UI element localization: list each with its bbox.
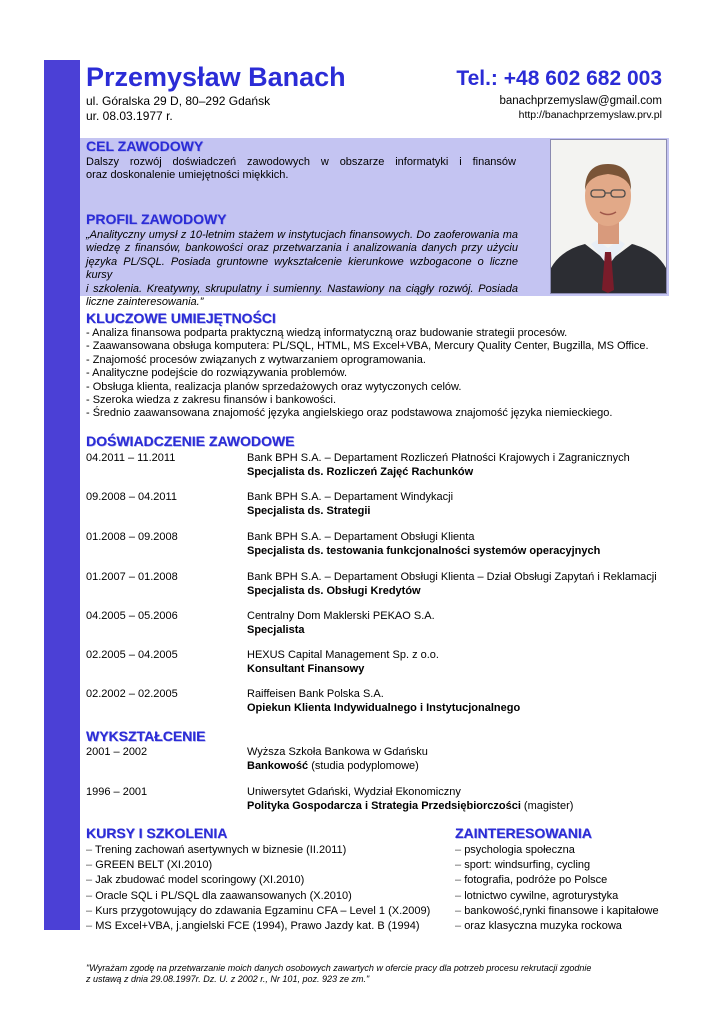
- entry-school: Uniwersytet Gdański, Wydział Ekonomiczny: [247, 786, 461, 798]
- list-item: - Znajomość procesów związanych z wytwarzaniem oprogramowania.: [86, 353, 426, 366]
- contact-block: [440, 94, 662, 122]
- entry-position: Specjalista ds. Rozliczeń Zajęć Rachunków: [247, 465, 474, 478]
- list-item: - Średnio zaawansowana znajomość języka angielskiego oraz podstawowa znajomość języka niemieckiego.: [86, 407, 613, 420]
- course-text: MS Excel+VBA, j.angielski FCE (1994), Prawo Jazdy kat. B (1994): [95, 920, 420, 933]
- entry-dates: 01.2007 – 01.2008: [86, 571, 178, 583]
- consent-line: "Wyrażam zgodę na przetwarzanie moich danych osobowych zawartych w ofercie pracy dla potrzeb procesu rekrutacji zgodnie: [86, 963, 592, 973]
- goal-line: Dalszy rozwój doświadczeń zawodowych w obszarze informatyki i finansów: [86, 156, 516, 168]
- courses-list: [86, 843, 430, 934]
- interests-list: [455, 843, 659, 934]
- entry-dates: 09.2008 – 04.2011: [86, 491, 177, 503]
- dash-bullet: –: [86, 874, 93, 887]
- list-item: [86, 904, 430, 919]
- list-item: [86, 873, 430, 888]
- interest-text: bankowość,rynki finansowe i kapitałowe: [464, 904, 659, 917]
- skills-heading: KLUCZOWE UMIEJĘTNOŚCI: [86, 310, 276, 326]
- course-text: Jak zbudować model scoringowy (XI.2010): [95, 874, 305, 887]
- entry-employer: Bank BPH S.A. – Departament Obsługi Klienta – Dział Obsługi Zapytań i Reklamacji: [247, 571, 657, 583]
- list-item: [86, 843, 430, 858]
- list-item: - Obsługa klienta, realizacja planów sprzedażowych oraz wytyczonych celów.: [86, 380, 462, 393]
- list-item: [455, 919, 659, 934]
- entry-dates: 04.2011 – 11.2011: [86, 452, 176, 464]
- entry-position: Specjalista: [247, 623, 305, 636]
- experience-heading: DOŚWIADCZENIE ZAWODOWE: [86, 433, 295, 449]
- dash-bullet: –: [86, 859, 93, 872]
- course-text: Trening zachowań asertywnych w biznesie (II.2011): [94, 844, 347, 856]
- interest-text: fotografia, podróże po Polsce: [464, 874, 608, 887]
- dash-bullet: –: [86, 889, 93, 902]
- profile-line: i szkolenia. Kreatywny, skrupulatny i sumienny. Nastawiony na ciągły rozwój. Posiada: [86, 282, 518, 295]
- course-text: Kurs przygotowujący do zdawania Egzaminu CFA – Level 1 (X.2009): [95, 904, 431, 917]
- personal-info: [86, 94, 270, 124]
- list-item: [455, 904, 659, 919]
- education-heading: WYKSZTAŁCENIE: [86, 728, 206, 744]
- interests-heading: ZAINTERESOWANIA: [455, 825, 592, 841]
- list-item: [455, 858, 659, 873]
- dash-bullet: –: [86, 844, 93, 856]
- entry-dates: 2001 – 2002: [86, 746, 148, 758]
- goal-heading: CEL ZAWODOWY: [86, 138, 204, 154]
- entry-position: Specjalista ds. Obsługi Kredytów: [247, 584, 421, 597]
- entry-dates: 04.2005 – 05.2006: [86, 610, 178, 622]
- address: ul. Góralska 29 D, 80–292 Gdańsk: [86, 94, 271, 108]
- list-item: - Szeroka wiedza z zakresu finansów i bankowości.: [86, 394, 337, 407]
- dash-bullet: –: [86, 920, 93, 933]
- profile-line: języka PL/SQL. Posiada gruntowne wykształcenie kierunkowe wzbogacone o liczne kursy: [86, 255, 518, 282]
- entry-employer: Bank BPH S.A. – Departament Rozliczeń Płatności Krajowych i Zagranicznych: [247, 452, 630, 464]
- portrait-photo: [550, 139, 667, 294]
- interest-text: oraz klasyczna muzyka rockowa: [464, 920, 622, 933]
- dash-bullet: –: [455, 844, 462, 856]
- goal-text: [86, 156, 516, 183]
- dash-bullet: –: [86, 904, 93, 917]
- course-text: Oracle SQL i PL/SQL dla zaawansowanych (X.2010): [95, 889, 352, 902]
- list-item: [455, 873, 659, 888]
- phone-number[interactable]: Tel.: +48 602 682 003: [456, 67, 662, 90]
- entry-school: Wyższa Szkoła Bankowa w Gdańsku: [247, 746, 428, 758]
- entry-position: Opiekun Klienta Indywidualnego i Instytucjonalnego: [247, 701, 521, 714]
- website-link[interactable]: http://banachprzemyslaw.prv.pl: [518, 109, 662, 121]
- entry-field: Polityka Gospodarcza i Strategia Przedsiębiorczości: [247, 799, 521, 812]
- email-link[interactable]: banachprzemyslaw@gmail.com: [499, 95, 662, 107]
- profile-line: „Analityczny umysł z 10-letnim stażem w instytucjach finansowych. Do zaoferowania ma: [86, 229, 518, 241]
- interest-text: sport: windsurfing, cycling: [464, 859, 591, 872]
- entry-position: Specjalista ds. Strategii: [247, 504, 371, 517]
- consent-line: z ustawą z dnia 29.08.1997r. Dz. U. z 2002 r., Nr 101, poz. 923 ze zm.": [86, 974, 370, 985]
- list-item: [86, 889, 430, 904]
- list-item: - Analityczne podejście do rozwiązywania problemów.: [86, 367, 348, 380]
- entry-position: Konsultant Finansowy: [247, 662, 365, 675]
- entry-dates: 02.2002 – 02.2005: [86, 688, 178, 700]
- courses-heading: KURSY I SZKOLENIA: [86, 825, 228, 841]
- entry-note: (studia podyplomowe): [308, 759, 419, 772]
- interest-text: lotnictwo cywilne, agroturystyka: [464, 889, 619, 902]
- dash-bullet: –: [455, 920, 462, 933]
- entry-dates: 01.2008 – 09.2008: [86, 531, 178, 543]
- entry-employer: Bank BPH S.A. – Departament Windykacji: [247, 491, 454, 503]
- dash-bullet: –: [455, 904, 462, 917]
- list-item: [455, 889, 659, 904]
- dash-bullet: –: [455, 889, 462, 902]
- entry-employer: Raiffeisen Bank Polska S.A.: [247, 688, 384, 700]
- entry-dates: 02.2005 – 04.2005: [86, 649, 178, 661]
- entry-note: (magister): [520, 799, 574, 812]
- entry-position: Specjalista ds. testowania funkcjonalności systemów operacyjnych: [247, 544, 601, 557]
- entry-dates: 1996 – 2001: [86, 786, 148, 798]
- entry-field: Bankowość: [247, 759, 309, 772]
- entry-employer: HEXUS Capital Management Sp. z o.o.: [247, 649, 439, 661]
- entry-employer: Centralny Dom Maklerski PEKAO S.A.: [247, 610, 435, 622]
- candidate-name: Przemysław Banach: [86, 62, 346, 92]
- dash-bullet: –: [455, 859, 462, 872]
- birth-date: ur. 08.03.1977 r.: [86, 109, 173, 123]
- entry-employer: Bank BPH S.A. – Departament Obsługi Klienta: [247, 531, 475, 543]
- goal-line: oraz doskonalenie umiejętności miękkich.: [86, 169, 289, 182]
- list-item: - Analiza finansowa podparta praktyczną wiedzą informatyczną oraz budowanie strategii procesów.: [86, 327, 568, 339]
- profile-line: wiedzę z finansów, bankowości oraz przetwarzania i analizowania danych przy użyciu: [86, 242, 518, 255]
- list-item: [86, 919, 430, 934]
- profile-heading: PROFIL ZAWODOWY: [86, 211, 227, 227]
- list-item: [86, 858, 430, 873]
- gdpr-consent-note: [86, 963, 666, 986]
- sidebar-accent-bar: [44, 60, 80, 930]
- skills-list: [86, 327, 666, 421]
- profile-line: liczne zainteresowania.”: [86, 296, 204, 309]
- course-text: GREEN BELT (XI.2010): [95, 859, 213, 872]
- dash-bullet: –: [455, 874, 462, 887]
- list-item: - Zaawansowana obsługa komputera: PL/SQL, HTML, MS Excel+VBA, Mercury Quality Center, Bugzilla, MS Office.: [86, 340, 649, 353]
- interest-text: psychologia społeczna: [464, 844, 575, 856]
- list-item: [455, 843, 659, 858]
- profile-text: [86, 229, 518, 309]
